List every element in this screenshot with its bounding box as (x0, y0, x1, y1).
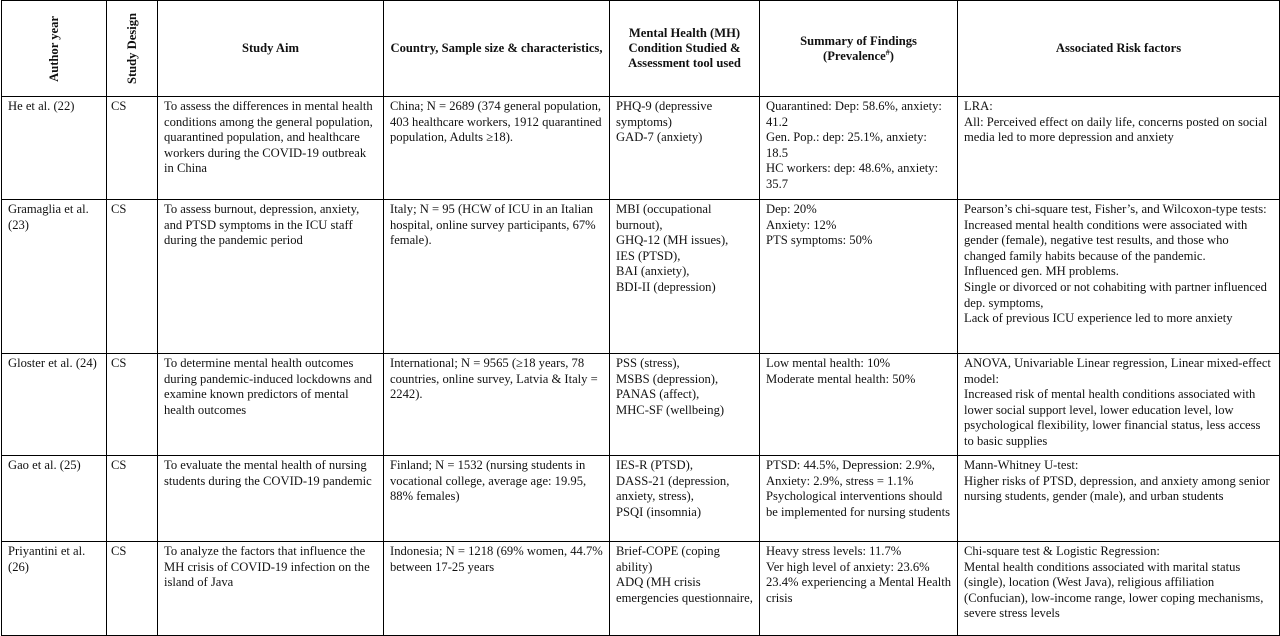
table-row (2, 542, 1280, 636)
cell-summary-findings (760, 354, 958, 456)
cell-mh-condition-line: PANAS (affect), (616, 387, 700, 402)
header-study-aim: Study Aim (158, 1, 384, 97)
cell-summary-findings-line: PTSD: 44.5%, Depression: 2.9%, Anxiety: 2.9%, stress = 1.1% (766, 458, 935, 488)
cell-risk-factors-line: Single or divorced or not cohabiting with partner influenced dep. symptoms, (964, 279, 1267, 310)
cell-country-sample: International; N = 9565 (≥18 years, 78 countries, online survey, Latvia & Italy = 2242). (384, 354, 610, 456)
cell-risk-factors-line: Pearson’s chi-square test, Fisher’s, and Wilcoxon-type tests: (964, 202, 1267, 216)
cell-risk-factors-line: Chi-square test & Logistic Regression: (964, 544, 1160, 558)
cell-risk-factors-line: Increased mental health conditions were associated with gender (female), negative test results, and those who changed family habits because of the pandemic. (964, 217, 1248, 263)
cell-mh-condition-line: PSQI (insomnia) (616, 504, 702, 519)
cell-summary-findings-line: Anxiety: 12% (766, 217, 837, 232)
header-mh-condition: Mental Health (MH) Condition Studied & Assessment tool used (610, 1, 760, 97)
header-study-design: Study Design (107, 1, 158, 97)
cell-risk-factors-line: Lack of previous ICU experience led to more anxiety (964, 311, 1233, 326)
cell-author-year: Priyantini et al. (26) (2, 542, 107, 636)
cell-summary-findings-line: PTS symptoms: 50% (766, 233, 873, 248)
cell-risk-factors-line: Increased risk of mental health conditions associated with lower social support level, lower education level, low psychological flexibility, lower financial status, less access to basic supplies (964, 387, 1261, 448)
cell-author-year: Gramaglia et al. (23) (2, 200, 107, 354)
studies-table (1, 0, 1280, 636)
cell-risk-factors (958, 456, 1280, 542)
cell-risk-factors (958, 200, 1280, 354)
cell-mh-condition-line: PSS (stress), (616, 356, 680, 370)
cell-mh-condition (610, 200, 760, 354)
cell-summary-findings (760, 456, 958, 542)
cell-summary-findings-line: Ver high level of anxiety: 23.6% (766, 559, 930, 574)
cell-risk-factors (958, 97, 1280, 200)
cell-mh-condition-line: BDI-II (depression) (616, 279, 716, 294)
cell-study-aim: To assess the differences in mental health conditions among the general population, quarantined population, and healthcare workers during the COVID-19 outbreak in China (158, 97, 384, 200)
cell-country-sample: Finland; N = 1532 (nursing students in vocational college, average age: 19.95, 88% females) (384, 456, 610, 542)
cell-mh-condition (610, 542, 760, 636)
cell-country-sample: Indonesia; N = 1218 (69% women, 44.7% between 17-25 years (384, 542, 610, 636)
cell-summary-findings-line: HC workers: dep: 48.6%, anxiety: 35.7 (766, 161, 939, 191)
cell-study-design: CS (107, 542, 158, 636)
cell-summary-findings-line: Moderate mental health: 50% (766, 371, 916, 386)
cell-study-design: CS (107, 456, 158, 542)
cell-mh-condition-line: MBI (occupational burnout), (616, 202, 712, 232)
header-risk-factors: Associated Risk factors (958, 1, 1280, 97)
cell-mh-condition (610, 354, 760, 456)
table-row (2, 456, 1280, 542)
cell-risk-factors-line: Higher risks of PTSD, depression, and anxiety among senior nursing students, gender (male), and urban students (964, 473, 1270, 504)
cell-study-design: CS (107, 97, 158, 200)
cell-summary-findings-line: Gen. Pop.: dep: 25.1%, anxiety: 18.5 (766, 130, 927, 160)
cell-risk-factors-line: Mann-Whitney U-test: (964, 458, 1079, 472)
cell-summary-findings (760, 97, 958, 200)
cell-mh-condition-line: MSBS (depression), (616, 371, 719, 386)
cell-study-aim: To determine mental health outcomes during pandemic-induced lockdowns and examine known predictors of mental health outcomes (158, 354, 384, 456)
cell-risk-factors-line: All: Perceived effect on daily life, concerns posted on social media led to more depression and anxiety (964, 114, 1268, 145)
cell-study-aim: To assess burnout, depression, anxiety, and PTSD symptoms in the ICU staff during the pandemic period (158, 200, 384, 354)
cell-mh-condition-line: GAD-7 (anxiety) (616, 130, 703, 145)
cell-mh-condition-line: ADQ (MH crisis emergencies questionnaire, (616, 575, 753, 605)
cell-risk-factors (958, 354, 1280, 456)
cell-author-year: Gloster et al. (24) (2, 354, 107, 456)
header-summary-title: Summary of Findings (800, 33, 917, 48)
cell-mh-condition-line: BAI (anxiety), (616, 264, 690, 279)
cell-study-design: CS (107, 200, 158, 354)
cell-summary-findings-line: Dep: 20% (766, 202, 817, 216)
cell-study-design: CS (107, 354, 158, 456)
cell-summary-findings-line: Low mental health: 10% (766, 356, 891, 370)
header-author-year: Author year (2, 1, 107, 97)
cell-mh-condition (610, 97, 760, 200)
cell-country-sample: Italy; N = 95 (HCW of ICU in an Italian hospital, online survey participants, 67% female). (384, 200, 610, 354)
cell-summary-findings (760, 542, 958, 636)
header-row (2, 1, 1280, 97)
cell-summary-findings (760, 200, 958, 354)
cell-mh-condition-line: DASS-21 (depression, anxiety, stress), (616, 473, 730, 504)
cell-author-year: Gao et al. (25) (2, 456, 107, 542)
table-row (2, 354, 1280, 456)
cell-study-aim: To evaluate the mental health of nursing students during the COVID-19 pandemic (158, 456, 384, 542)
cell-author-year: He et al. (22) (2, 97, 107, 200)
header-country-sample: Country, Sample size & characteristics, (384, 1, 610, 97)
cell-mh-condition-line: PHQ-9 (depressive symptoms) (616, 99, 713, 129)
cell-summary-findings-line: Psychological interventions should be implemented for nursing students (766, 489, 950, 519)
cell-study-aim: To analyze the factors that influence the MH crisis of COVID-19 infection on the island of Java (158, 542, 384, 636)
header-prevalence: (Prevalence#) (823, 47, 894, 63)
cell-risk-factors-line: LRA: (964, 99, 993, 113)
table-row (2, 97, 1280, 200)
cell-summary-findings-line: Quarantined: Dep: 58.6%, anxiety: 41.2 (766, 99, 942, 129)
cell-risk-factors-line: Influenced gen. MH problems. (964, 264, 1119, 279)
table-row (2, 200, 1280, 354)
cell-mh-condition-line: GHQ-12 (MH issues), (616, 233, 729, 248)
cell-summary-findings-line: 23.4% experiencing a Mental Health crisis (766, 575, 951, 605)
cell-risk-factors-line: Mental health conditions associated with marital status (single), location (West Java), religious affiliation (Confucian), low-income range, lower coping mechanisms, severe stress levels (964, 559, 1264, 621)
cell-risk-factors-line: ANOVA, Univariable Linear regression, Linear mixed-effect model: (964, 356, 1271, 386)
cell-country-sample: China; N = 2689 (374 general population, 403 healthcare workers, 1912 quarantined population, Adults ≥18). (384, 97, 610, 200)
cell-mh-condition-line: IES-R (PTSD), (616, 458, 693, 472)
cell-mh-condition-line: Brief-COPE (coping ability) (616, 544, 720, 574)
cell-mh-condition (610, 456, 760, 542)
cell-risk-factors (958, 542, 1280, 636)
cell-mh-condition-line: IES (PTSD), (616, 248, 681, 263)
cell-mh-condition-line: MHC-SF (wellbeing) (616, 402, 725, 417)
header-summary-findings (760, 1, 958, 97)
cell-summary-findings-line: Heavy stress levels: 11.7% (766, 544, 902, 558)
